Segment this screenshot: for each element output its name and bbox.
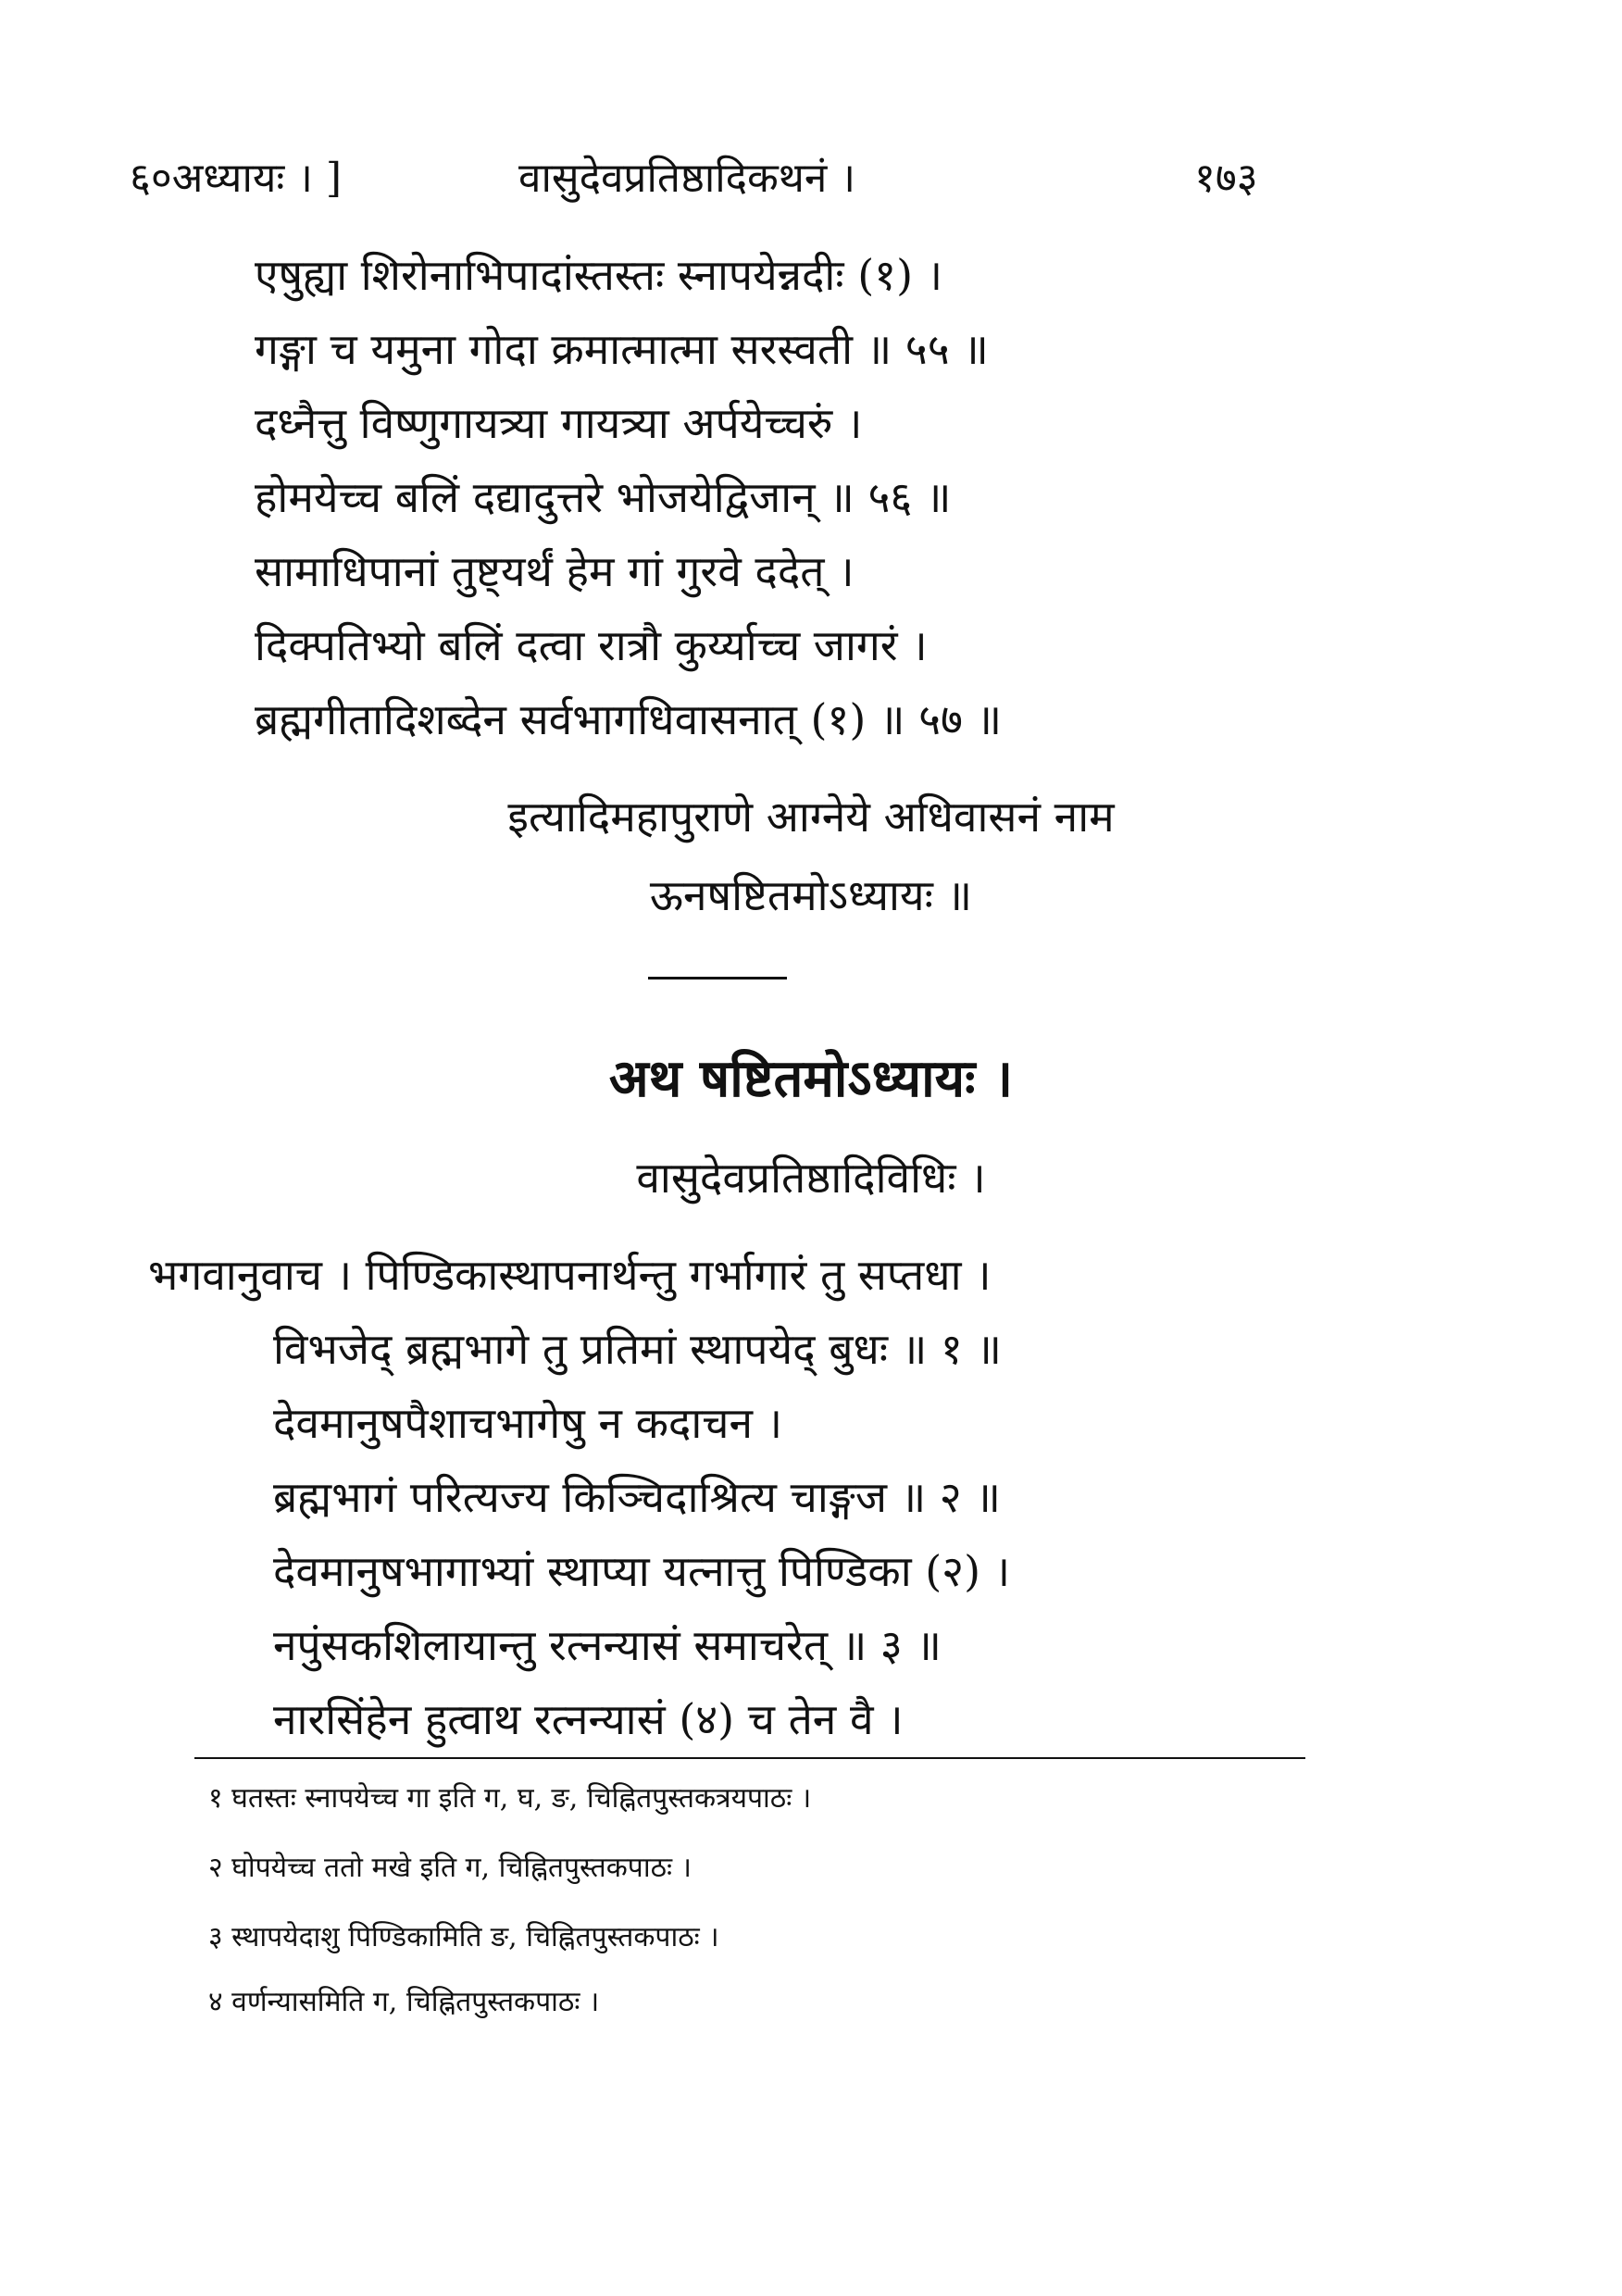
verse-line: ब्रह्मभागं परित्यज्य किञ्चिदाश्रित्य चाङ्गज ॥ २ ॥ — [273, 1472, 1001, 1522]
verse-line: देवमानुषपैशाचभागेषु न कदाचन । — [273, 1398, 783, 1448]
footnote: ३ स्थापयेदाशु पिण्डिकामिति ङ, चिह्नितपुस्तकपाठः । — [208, 1921, 719, 1953]
header-chapter-label: ६०अध्यायः । ] — [130, 155, 343, 202]
verse-line: गङ्गा च यमुना गोदा क्रमात्मात्मा सरस्वती ॥ ५५ ॥ — [255, 324, 989, 374]
verse-line: नारसिंहेन हुत्वाथ रत्नन्यासं (४) च तेन वै । — [273, 1694, 904, 1744]
verse-line: भगवानुवाच । पिण्डिकास्थापनार्थन्तु गर्भागारं तु सप्तधा । — [148, 1250, 992, 1300]
section-divider — [648, 977, 787, 980]
verse-line: सामाधिपानां तुष्ट्यर्थं हेम गां गुरवे ददेत् । — [255, 546, 855, 596]
colophon-line: ऊनषष्टितमोऽध्यायः ॥ — [649, 870, 973, 920]
footnote: २ घोपयेच्च ततो मखे इति ग, चिह्नितपुस्तकपाठः । — [208, 1852, 692, 1884]
verse-line: दिक्पतिभ्यो बलिं दत्वा रात्रौ कुर्य्याच्च जागरं । — [255, 620, 928, 670]
verse-line: एषुह्या शिरोनाभिपादांस्तस्तः स्नापयेन्नदीः (१) । — [255, 250, 943, 300]
verse-line: विभजेद् ब्रह्मभागे तु प्रतिमां स्थापयेद् बुधः ॥ १ ॥ — [273, 1324, 1002, 1374]
footnote: ४ वर्णन्यासमिति ग, चिह्नितपुस्तकपाठः । — [208, 1986, 600, 2018]
footnote: १ घतस्तः स्नापयेच्च गा इति ग, घ, ङ, चिह्नितपुस्तकत्रयपाठः । — [208, 1782, 812, 1815]
header-title: वासुदेवप्रतिष्ठादिकथनं । — [518, 155, 856, 202]
chapter-title: अथ षष्टितमोऽध्यायः । — [608, 1048, 1014, 1109]
verse-line: होमयेच्च बलिं दद्यादुत्तरे भोजयेद्विजान् ॥ ५६ ॥ — [255, 472, 952, 522]
verse-line: देवमानुषभागाभ्यां स्थाप्या यत्नात्तु पिण्डिका (२) । — [273, 1546, 1011, 1596]
page-number: १७३ — [1194, 155, 1258, 202]
chapter-subtitle: वासुदेवप्रतिष्ठादिविधिः । — [636, 1153, 986, 1203]
verse-line: दध्नैत्तु विष्णुगायत्र्या गायत्र्या अर्पयेच्चरुं । — [255, 398, 863, 448]
colophon-line: इत्यादिमहापुराणे आग्नेये अधिवासनं नाम — [507, 792, 1115, 842]
verse-line: नपुंसकशिलायान्तु रत्नन्यासं समाचरेत् ॥ ३ ॥ — [273, 1620, 942, 1670]
footnote-rule — [194, 1757, 1305, 1759]
verse-line: ब्रह्मगीतादिशब्देन सर्वभागधिवासनात् (१) ॥ ५७ ॥ — [255, 694, 1003, 744]
